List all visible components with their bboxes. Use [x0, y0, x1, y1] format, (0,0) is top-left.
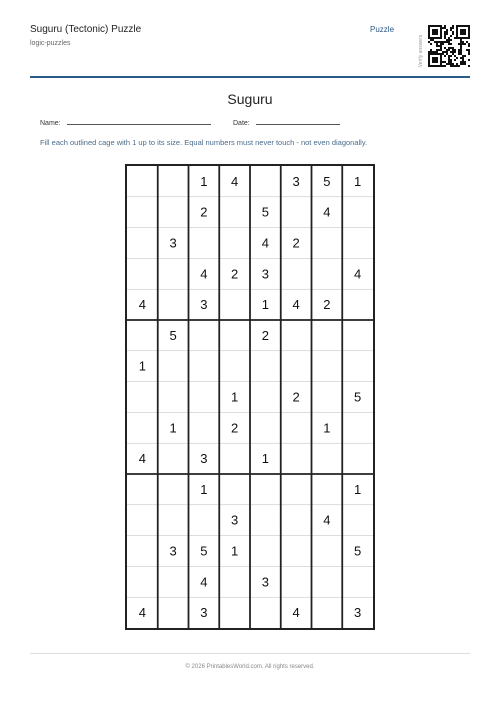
given-number: 5 [323, 173, 331, 189]
header-title: Suguru (Tectonic) Puzzle [30, 24, 142, 35]
given-number: 2 [292, 235, 300, 251]
header-divider [30, 76, 470, 78]
date-line[interactable] [256, 118, 340, 125]
given-number: 5 [169, 327, 177, 343]
grid-cell[interactable] [250, 597, 281, 628]
grid-cell[interactable] [312, 536, 343, 567]
grid-cell[interactable] [127, 197, 158, 228]
name-line[interactable] [67, 118, 211, 125]
grid-cell[interactable] [312, 382, 343, 413]
given-number: 3 [200, 297, 208, 313]
given-number: 4 [292, 605, 300, 621]
grid-cell[interactable] [281, 258, 312, 289]
given-number: 4 [138, 451, 146, 467]
given-number: 2 [261, 327, 269, 343]
grid-cell[interactable] [312, 320, 343, 351]
grid-cell[interactable] [342, 320, 373, 351]
given-number: 1 [354, 173, 362, 189]
name-label: Name: [40, 120, 61, 127]
footer-divider [30, 653, 470, 654]
grid-cell[interactable] [342, 197, 373, 228]
grid-cell[interactable] [281, 474, 312, 505]
grid-cell[interactable] [219, 197, 250, 228]
given-number: 1 [169, 420, 177, 436]
grid-cell[interactable] [189, 320, 220, 351]
grid-cell[interactable] [281, 351, 312, 382]
grid-cell[interactable] [158, 505, 189, 536]
grid-cell[interactable] [189, 412, 220, 443]
grid-cell[interactable] [342, 443, 373, 474]
qr-code-icon[interactable] [428, 18, 470, 74]
grid-cell[interactable] [127, 320, 158, 351]
grid-cell[interactable] [158, 351, 189, 382]
given-number: 2 [292, 389, 300, 405]
grid-cell[interactable] [127, 412, 158, 443]
grid-cell[interactable] [312, 566, 343, 597]
given-number: 1 [138, 358, 146, 374]
given-number: 4 [138, 605, 146, 621]
given-number: 4 [138, 297, 146, 313]
given-number: 2 [231, 420, 239, 436]
grid-cell[interactable] [250, 505, 281, 536]
given-number: 4 [231, 173, 239, 189]
grid-cell[interactable] [312, 258, 343, 289]
grid-cell[interactable] [312, 228, 343, 259]
verify-answers-text: Verify answers [418, 34, 424, 68]
grid-cell[interactable] [281, 412, 312, 443]
grid-cell[interactable] [250, 382, 281, 413]
grid-cell[interactable] [219, 597, 250, 628]
grid-cell[interactable] [158, 443, 189, 474]
given-number: 4 [292, 297, 300, 313]
header-subtitle: logic-puzzles [30, 40, 71, 47]
given-number: 4 [200, 574, 208, 590]
given-number: 5 [354, 389, 362, 405]
given-number: 3 [200, 605, 208, 621]
grid-cell[interactable] [127, 566, 158, 597]
grid-cell[interactable] [158, 166, 189, 197]
given-number: 4 [323, 204, 331, 220]
given-number: 5 [200, 543, 208, 559]
given-number: 1 [200, 481, 208, 497]
grid-cell[interactable] [127, 258, 158, 289]
given-number: 3 [169, 235, 177, 251]
grid-cell[interactable] [312, 597, 343, 628]
grid-canvas[interactable] [127, 166, 373, 628]
grid-cell[interactable] [127, 166, 158, 197]
grid-cell[interactable] [219, 228, 250, 259]
grid-cell[interactable] [281, 505, 312, 536]
grid-cell[interactable] [312, 443, 343, 474]
given-number: 3 [261, 574, 269, 590]
grid-cell[interactable] [342, 228, 373, 259]
given-number: 1 [200, 173, 208, 189]
grid-cell[interactable] [189, 505, 220, 536]
given-number: 2 [200, 204, 208, 220]
given-number: 3 [200, 451, 208, 467]
grid-cell[interactable] [342, 505, 373, 536]
puzzle-tag[interactable]: Puzzle [370, 25, 395, 34]
given-number: 5 [261, 204, 269, 220]
grid-cell[interactable] [250, 412, 281, 443]
given-number: 3 [261, 266, 269, 282]
grid-cell[interactable] [189, 228, 220, 259]
date-field[interactable] [233, 118, 340, 127]
grid-cell[interactable] [158, 382, 189, 413]
grid-cell[interactable] [219, 474, 250, 505]
grid-cell[interactable] [342, 412, 373, 443]
grid-cell[interactable] [219, 289, 250, 320]
given-number: 3 [354, 605, 362, 621]
given-number: 1 [354, 481, 362, 497]
grid-cell[interactable] [127, 505, 158, 536]
grid-cell[interactable] [219, 351, 250, 382]
given-number: 5 [354, 543, 362, 559]
grid-cell[interactable] [219, 566, 250, 597]
grid-cell[interactable] [189, 382, 220, 413]
grid-cell[interactable] [342, 566, 373, 597]
grid-cell[interactable] [127, 536, 158, 567]
page-header [30, 16, 470, 76]
instructions: Fill each outlined cage with 1 up to its size. Equal numbers must never touch - not even diagonally. [40, 138, 368, 147]
given-number: 4 [323, 512, 331, 528]
grid-cell[interactable] [281, 197, 312, 228]
given-number: 1 [231, 543, 239, 559]
grid-cell[interactable] [250, 166, 281, 197]
grid-cell[interactable] [189, 351, 220, 382]
date-label: Date: [233, 120, 250, 127]
given-number: 2 [323, 297, 331, 313]
grid-cell[interactable] [250, 536, 281, 567]
given-number: 1 [323, 420, 331, 436]
suguru-grid[interactable] [125, 164, 375, 630]
grid-cell[interactable] [281, 536, 312, 567]
grid-cell[interactable] [158, 289, 189, 320]
given-number: 3 [292, 173, 300, 189]
grid-cell[interactable] [127, 228, 158, 259]
grid-cell[interactable] [158, 197, 189, 228]
grid-cell[interactable] [158, 474, 189, 505]
grid-cell[interactable] [158, 258, 189, 289]
grid-cell[interactable] [342, 351, 373, 382]
given-number: 4 [261, 235, 269, 251]
grid-cell[interactable] [250, 351, 281, 382]
grid-cell[interactable] [158, 566, 189, 597]
grid-cell[interactable] [342, 289, 373, 320]
given-number: 1 [231, 389, 239, 405]
given-number: 4 [200, 266, 208, 282]
grid-cell[interactable] [281, 443, 312, 474]
page-title: Suguru [227, 91, 273, 107]
given-number: 1 [261, 297, 269, 313]
grid-cell[interactable] [281, 566, 312, 597]
grid-cell[interactable] [219, 443, 250, 474]
given-number: 2 [231, 266, 239, 282]
grid-cell[interactable] [312, 351, 343, 382]
given-number: 1 [261, 451, 269, 467]
grid-cell[interactable] [281, 320, 312, 351]
grid-cell[interactable] [127, 382, 158, 413]
grid-cell[interactable] [127, 474, 158, 505]
grid-cell[interactable] [158, 597, 189, 628]
grid-cell[interactable] [250, 474, 281, 505]
name-field[interactable] [40, 118, 211, 127]
given-number: 3 [169, 543, 177, 559]
given-number: 4 [354, 266, 362, 282]
footer-copyright: © 2026 PrintablesWorld.com. All rights reserved. [185, 664, 315, 670]
grid-cell[interactable] [312, 474, 343, 505]
given-number: 3 [231, 512, 239, 528]
verify-answers-label [413, 26, 423, 82]
grid-cell[interactable] [219, 320, 250, 351]
